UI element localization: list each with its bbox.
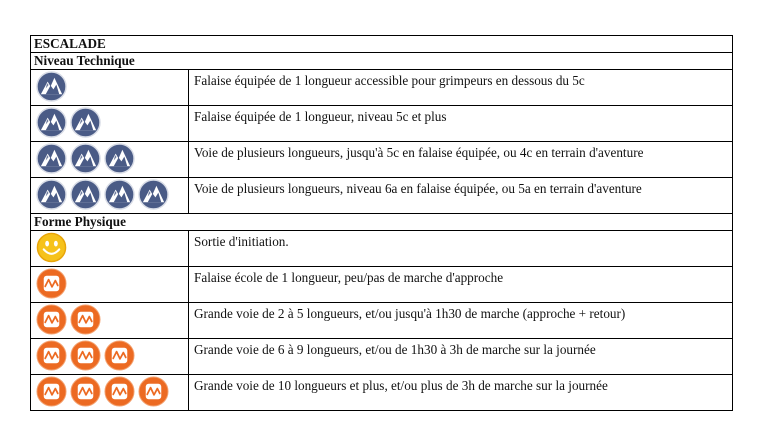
- icon-cell: [31, 375, 189, 411]
- table-row: [31, 303, 733, 339]
- smiley-icon: [36, 232, 67, 263]
- table-row: [31, 375, 733, 411]
- mountain-icon: [70, 179, 101, 210]
- table-row: [31, 70, 733, 106]
- table-row: [31, 106, 733, 142]
- row-description: Sortie d'initiation.: [189, 231, 733, 267]
- pulse-icon: [36, 304, 67, 335]
- icon-cell: [31, 267, 189, 303]
- pulse-icon: [70, 304, 101, 335]
- pulse-icon: [104, 376, 135, 407]
- row-description: Grande voie de 6 à 9 longueurs, et/ou de 1h30 à 3h de marche sur la journée: [189, 339, 733, 375]
- mountain-icon: [36, 71, 67, 102]
- mountain-icon: [70, 143, 101, 174]
- section-heading-forme-physique: Forme Physique: [31, 214, 733, 231]
- escalade-table: [30, 35, 733, 411]
- icon-cell: [31, 178, 189, 214]
- row-description: Grande voie de 10 longueurs et plus, et/ou plus de 3h de marche sur la journée: [189, 375, 733, 411]
- pulse-icon: [36, 340, 67, 371]
- mountain-icon: [36, 143, 67, 174]
- mountain-icon: [138, 179, 169, 210]
- pulse-icon: [70, 376, 101, 407]
- table-title: ESCALADE: [31, 36, 733, 53]
- pulse-icon: [36, 268, 67, 299]
- row-description: Falaise équipée de 1 longueur, niveau 5c et plus: [189, 106, 733, 142]
- row-description: Falaise équipée de 1 longueur accessible pour grimpeurs en dessous du 5c: [189, 70, 733, 106]
- icon-cell: [31, 303, 189, 339]
- pulse-icon: [104, 340, 135, 371]
- row-description: Voie de plusieurs longueurs, niveau 6a en falaise équipée, ou 5a en terrain d'aventure: [189, 178, 733, 214]
- table-row: [31, 231, 733, 267]
- table-row: [31, 178, 733, 214]
- row-description: Voie de plusieurs longueurs, jusqu'à 5c en falaise équipée, ou 4c en terrain d'aventure: [189, 142, 733, 178]
- mountain-icon: [36, 107, 67, 138]
- mountain-icon: [36, 179, 67, 210]
- icon-cell: [31, 231, 189, 267]
- mountain-icon: [70, 107, 101, 138]
- pulse-icon: [70, 340, 101, 371]
- icon-cell: [31, 142, 189, 178]
- icon-cell: [31, 106, 189, 142]
- pulse-icon: [138, 376, 169, 407]
- mountain-icon: [104, 179, 135, 210]
- row-description: Grande voie de 2 à 5 longueurs, et/ou jusqu'à 1h30 de marche (approche + retour): [189, 303, 733, 339]
- mountain-icon: [104, 143, 135, 174]
- table-row: [31, 339, 733, 375]
- pulse-icon: [36, 376, 67, 407]
- table-row: [31, 267, 733, 303]
- row-description: Falaise école de 1 longueur, peu/pas de marche d'approche: [189, 267, 733, 303]
- icon-cell: [31, 339, 189, 375]
- icon-cell: [31, 70, 189, 106]
- section-heading-niveau-technique: Niveau Technique: [31, 53, 733, 70]
- table-row: [31, 142, 733, 178]
